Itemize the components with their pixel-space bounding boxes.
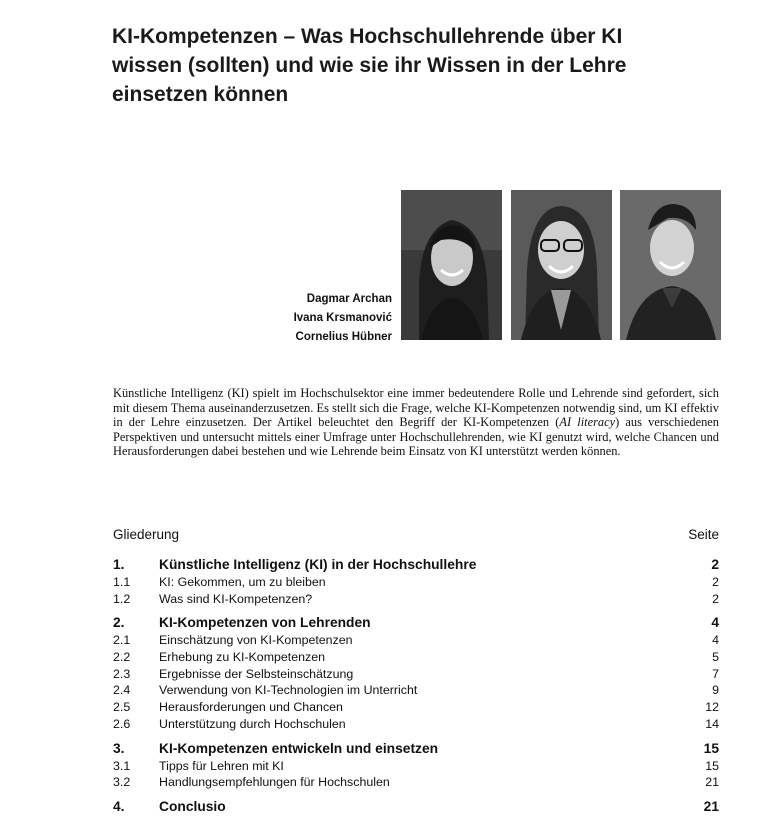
toc-item (113, 592, 719, 609)
toc-page: 21 (703, 798, 719, 814)
toc-number: 2.2 (113, 650, 131, 665)
toc-page: 5 (712, 650, 719, 665)
toc-page: 9 (712, 683, 719, 698)
toc-number: 2.4 (113, 683, 131, 698)
toc-page: 7 (712, 666, 719, 681)
toc-header (113, 527, 719, 542)
toc-page: 15 (705, 758, 719, 773)
toc-title: Ergebnisse der Selbsteinschätzung (159, 666, 354, 681)
toc-number: 2.5 (113, 700, 131, 715)
toc-page: 2 (712, 575, 719, 589)
toc-title: Künstliche Intelligenz (KI) in der Hochschullehre (159, 557, 477, 572)
toc-number: 3.2 (113, 775, 131, 790)
author-name: Dagmar Archan (306, 293, 392, 305)
toc-page: 21 (705, 775, 719, 790)
toc-title: KI-Kompetenzen entwickeln und einsetzen (159, 740, 439, 756)
toc-page: 12 (705, 700, 719, 715)
toc-title: Was sind KI-Kompetenzen? (159, 591, 313, 606)
toc-page: 4 (711, 615, 719, 631)
toc-number: 2. (113, 615, 125, 631)
toc-title: Tipps für Lehren mit KI (159, 758, 284, 773)
toc-number: 2.1 (113, 633, 131, 648)
toc-page: 15 (703, 740, 719, 756)
toc-section (113, 615, 719, 633)
toc-number: 1.1 (113, 575, 131, 589)
toc-title: Conclusio (159, 798, 226, 814)
toc-title: Erhebung zu KI-Kompetenzen (159, 650, 326, 665)
toc-page: 14 (705, 716, 719, 731)
toc-heading: Gliederung (113, 527, 180, 542)
toc-number: 4. (113, 798, 125, 814)
toc-item (113, 759, 719, 776)
toc-title: Unterstützung durch Hochschulen (159, 716, 346, 731)
author-photo-krsmanovic (511, 190, 612, 340)
toc-number: 3. (113, 740, 125, 756)
abstract (113, 386, 719, 459)
author-name: Cornelius Hübner (295, 331, 392, 343)
abstract-text: ) aus verschiedenen Perspektiven und untersucht mittels einer Umfrage unter Hochschullehrenden, wie KI genutzt wird, welche Chancen und Herausforderungen dabei bestehen und wie Lehrende beim Einsatz von KI unterstützt werden können. (113, 415, 719, 459)
toc-page: 2 (712, 591, 719, 606)
toc-title: KI-Kompetenzen von Lehrenden (159, 615, 371, 631)
abstract-italic-term: AI literacy (559, 415, 616, 430)
toc-section (113, 799, 719, 817)
toc-title: Handlungsempfehlungen für Hochschulen (159, 775, 390, 790)
toc-item (113, 683, 719, 700)
toc-item (113, 650, 719, 667)
toc-item (113, 775, 719, 792)
toc-number: 3.1 (113, 758, 131, 773)
author-photo-huebner (620, 190, 721, 340)
toc-section (113, 741, 719, 759)
abstract-text: Künstliche Intelligenz (KI) spielt im Hochschulsektor eine immer bedeutendere Rolle und Lehrende sind gefordert, sich mit diesem Thema auseinanderzusetzen. Es stellt sich die Frage, welche KI-Kompetenzen notwendig sind, um KI effektiv in der Lehre einzusetzen. Der Artikel beleuchtet den Begriff der KI-Kompetenzen ( (113, 386, 719, 430)
toc-title: Herausforderungen und Chancen (159, 700, 343, 715)
author-photo-archan (401, 190, 502, 340)
toc-item (113, 717, 719, 734)
toc-title: Einschätzung von KI-Kompetenzen (159, 633, 353, 648)
table-of-contents (113, 557, 719, 817)
toc-item (113, 575, 719, 592)
toc-page: 2 (711, 557, 719, 572)
toc-item (113, 700, 719, 717)
toc-number: 1.2 (113, 591, 131, 606)
toc-page: 4 (712, 633, 719, 648)
toc-section (113, 557, 719, 575)
toc-title: Verwendung von KI-Technologien im Unterricht (159, 683, 418, 698)
author-list (240, 290, 392, 347)
toc-title: KI: Gekommen, um zu bleiben (159, 575, 326, 589)
article-title: KI-Kompetenzen – Was Hochschullehrende über KI wissen (sollten) und wie sie ihr Wissen in der Lehre einsetzen können (112, 25, 627, 106)
author-name: Ivana Krsmanović (293, 312, 392, 324)
toc-number: 2.3 (113, 666, 131, 681)
toc-number: 2.6 (113, 716, 131, 731)
toc-number: 1. (113, 557, 125, 572)
toc-item (113, 667, 719, 684)
toc-page-heading: Seite (688, 527, 719, 542)
toc-item (113, 633, 719, 650)
